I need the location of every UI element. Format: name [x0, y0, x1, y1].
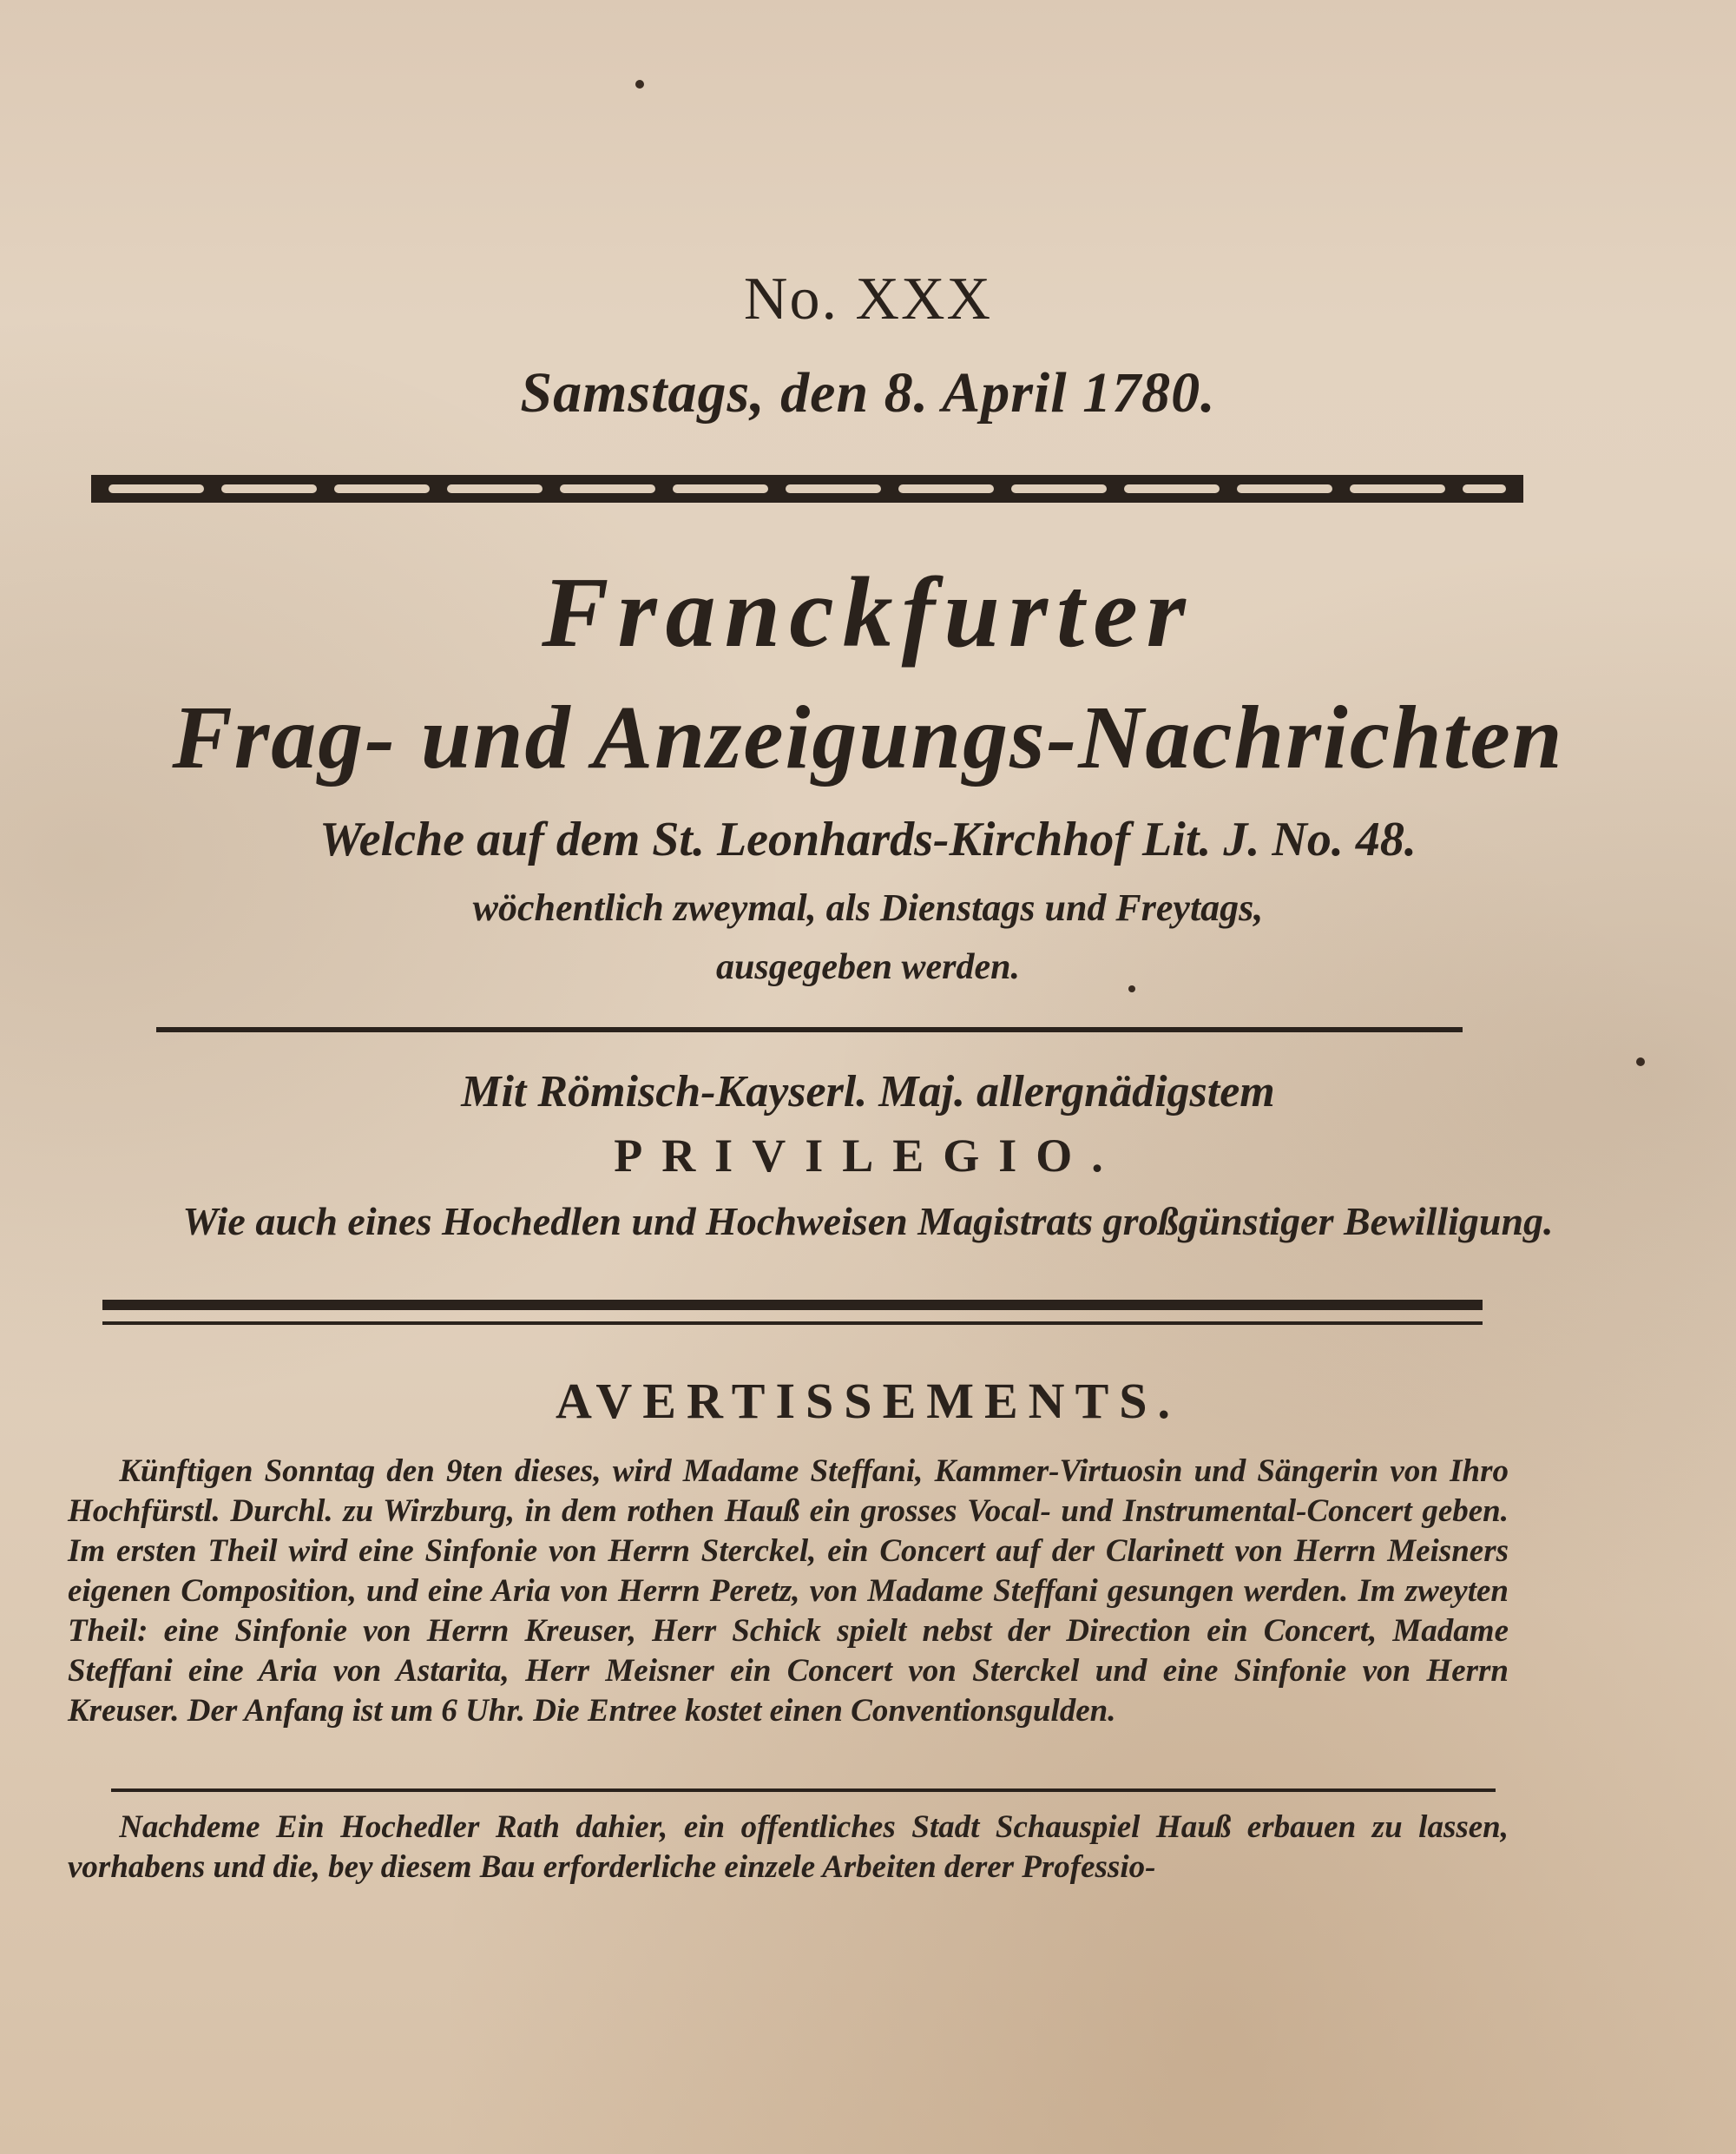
issue-date: Samstags, den 8. April 1780. — [520, 361, 1216, 425]
divider-rule — [156, 1027, 1463, 1032]
privilege-approval: Wie auch eines Hochedlen und Hochweisen Magistrats großgünstiger Bewilligung. — [182, 1199, 1554, 1243]
publication-schedule-end: ausgegeben werden. — [716, 947, 1020, 987]
issue-number: No. XXX — [743, 266, 993, 333]
article-divider — [111, 1788, 1496, 1792]
publisher-address: Welche auf dem St. Leonhards-Kirchhof Lit. J. No. 48. — [319, 813, 1417, 866]
concert-announcement: Künftigen Sonntag den 9ten dieses, wird Madame Steffani, Kammer-Virtuosin und Sängerin von Ihro Hochfürstl. Durchl. zu Wirzburg, in dem rothen Hauß ein grosses Vocal- und Instrumental-Concert geben. Im ersten Theil wird eine Sinfonie von Herrn Sterckel, ein Concert auf der Clarinett von Herrn Meisners eigenen Composition, und eine Aria von Herrn Peretz, von Madame Steffani gesungen werden. Im zweyten Theil: eine Sinfonie von Herrn Kreuser, Herr Schick spielt nebst der Direction ein Concert, Madame Steffani eine Aria von Astarita, Herr Meisner ein Concert von Sterckel und eine Sinfonie von Herrn Kreuser. Der Anfang ist um 6 Uhr. Die Entree kostet einen Conventionsgulden. — [68, 1453, 1509, 1729]
thin-divider-rule — [102, 1321, 1483, 1325]
privilege-heading: PRIVILEGIO. — [614, 1130, 1122, 1182]
privilege-line: Mit Römisch-Kayserl. Maj. allergnädigstem — [461, 1067, 1275, 1117]
newspaper-title: Franckfurter — [542, 557, 1194, 669]
ornamental-border — [91, 473, 1523, 504]
thick-divider-rule — [102, 1300, 1483, 1310]
publication-schedule: wöchentlich zweymal, als Dienstags und Freytags, — [472, 886, 1264, 929]
theatre-announcement: Nachdeme Ein Hochedler Rath dahier, ein offentliches Stadt Schauspiel Hauß erbauen zu lassen, vorhabens und die, bey diesem Bau erforderliche einzele Arbeiten derer Professio- — [68, 1809, 1509, 1885]
ink-spot — [1636, 1057, 1645, 1066]
newspaper-title-line2: Frag- und Anzeigungs-Nachrichten — [172, 688, 1564, 787]
section-heading: AVERTISSEMENTS. — [555, 1373, 1181, 1429]
ink-spot — [635, 80, 644, 89]
